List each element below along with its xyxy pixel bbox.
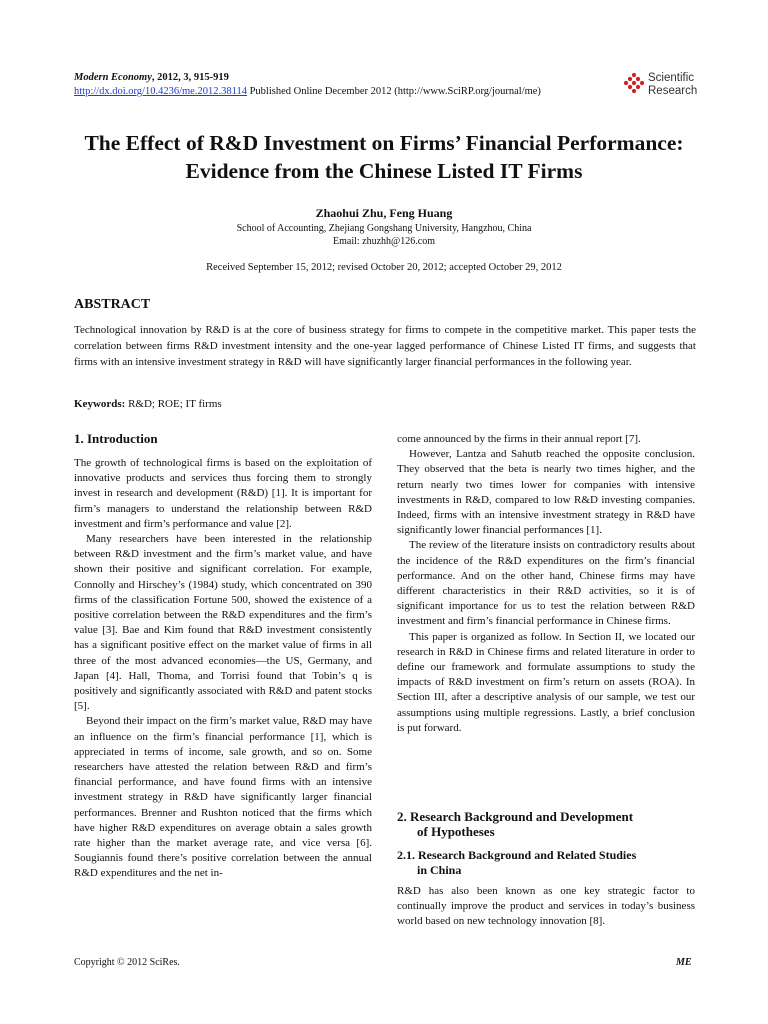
- logo-text-line1: Scientific: [648, 72, 695, 84]
- paragraph: The growth of technological firms is based on the exploitation of innovative products and services thus forcing them to strongly invest in research and development (R&D) [1]. It is important for firm’s managers to understand the relationship between R&D investment and firm’s performance and value [2].: [74, 457, 372, 530]
- keywords-list: R&D; ROE; IT firms: [125, 398, 222, 410]
- keywords-label: Keywords:: [74, 398, 126, 410]
- paper-title: The Effect of R&D Investment on Firms’ Financial Performance: Evidence from the Chinese Listed IT Firms: [84, 131, 684, 183]
- keywords: [74, 398, 222, 410]
- paragraph: This paper is organized as follow. In Section II, we located our research in R&D in Chinese firms and related literature in order to define our framework and formulate assumptions to study the impacts of R&D investment on firm’s return on assets (ROA). In Section III, after a descriptive analysis of our sample, we test our assumptions using multiple regressions. Lastly, a brief conclusion is put forward.: [397, 630, 695, 734]
- paragraph: However, Lantza and Sahutb reached the opposite conclusion. They observed that the beta is nearly two times higher, and the return nearly two times lower for companies with intensive investments in R&D, compared to low R&D investing companies. Indeed, firms with an intensive investment strategy in R&D have significantly lower financial performances [1].: [397, 448, 695, 537]
- subsection-heading-line: 2.1. Research Background and Related Studies: [397, 848, 637, 862]
- publisher-logo-icon: [622, 72, 646, 96]
- received-dates: Received September 15, 2012; revised October 20, 2012; accepted October 29, 2012: [206, 262, 562, 273]
- paragraph: R&D has also been known as one key strategic factor to continually improve the product and services in today’s business world based on new technology innovation [8].: [397, 885, 695, 928]
- doi-line: [74, 85, 541, 99]
- section-heading-research-background: [397, 809, 695, 839]
- journal-citation: [74, 71, 229, 85]
- section-heading-line: of Hypotheses: [417, 824, 495, 839]
- doi-link[interactable]: http://dx.doi.org/10.4236/me.2012.38114: [74, 86, 247, 97]
- abstract-text: Technological innovation by R&D is at the core of business strategy for firms to compete in the competitive market. This paper tests the correlation between firms R&D investment intensity and the one-year lagged performance of Chinese Listed IT firms, and suggests that firms with an intensive investment strategy in R&D will have significantly larger financial performances in the following year.: [74, 324, 696, 368]
- journal-volume: , 2012, 3, 915-919: [151, 72, 229, 83]
- journal-abbreviation: ME: [676, 957, 692, 968]
- affiliation: School of Accounting, Zhejiang Gongshang University, Hangzhou, China: [236, 223, 532, 234]
- authors: Zhaohui Zhu, Feng Huang: [315, 206, 453, 220]
- subsection-heading: [397, 848, 695, 878]
- author-email: Email: zhuzhh@126.com: [333, 236, 435, 247]
- left-column: [74, 431, 372, 882]
- journal-name: Modern Economy: [74, 72, 152, 83]
- section-heading-introduction: 1. Introduction: [74, 431, 158, 446]
- paragraph: Beyond their impact on the firm’s market value, R&D may have an influence on the firm’s financial performance [1], which is appreciated in terms of income, sale growth, and so on. Some researchers have attested the relation between R&D and firm’s financial performance, and have found firms with an intensive investment strategy in R&D have significantly larger financial performances. Brenner and Rushton noticed that the firms which have higher R&D expenditures on average obtain a sales growth rate higher than the market average rate, and vice versa [6]. Sougiannis found there’s positive correlation between the annual R&D expenditures and the net in-: [74, 715, 372, 880]
- section-heading-line: 2. Research Background and Development: [397, 809, 634, 824]
- abstract-heading: ABSTRACT: [74, 297, 151, 312]
- published-info: Published Online December 2012 (http://www.SciRP.org/journal/me): [246, 86, 541, 97]
- paragraph: come announced by the firms in their annual report [7].: [397, 433, 641, 445]
- paragraph: Many researchers have been interested in the relationship between R&D investment and the firm’s market value, and have shown their positive and significant correlation. For example, Connolly and Hirschey’s (1984) study, which concentrated on 390 firms of the classification Fortune 500, showed the existence of a positive correlation between the R&D expenditures and the firm’s value [3]. Bae and Kim found that R&D investment consistently has a significant positive effect on the market value of firms in all three of the most advanced economies—the US, Germany, and Japan [4]. Hall, Thoma, and Torrisi found that Tobin’s q is positively and significantly associated with R&D and patent stocks [5].: [74, 533, 372, 713]
- right-column: [397, 432, 695, 736]
- publisher-logo: [622, 70, 702, 100]
- logo-text-line2: Research: [648, 85, 698, 97]
- subsection-heading-line: in China: [417, 863, 462, 877]
- paragraph: The review of the literature insists on contradictory results about the incidence of the R&D expenditures on the firm’s financial performance. And on the other hand, Chinese firms may have different characteristics in their R&D activities, so it is of significant importance for us to test the relation between R&D investment and firm’s financial performance in Chinese firms.: [397, 539, 695, 628]
- copyright: Copyright © 2012 SciRes.: [74, 957, 180, 968]
